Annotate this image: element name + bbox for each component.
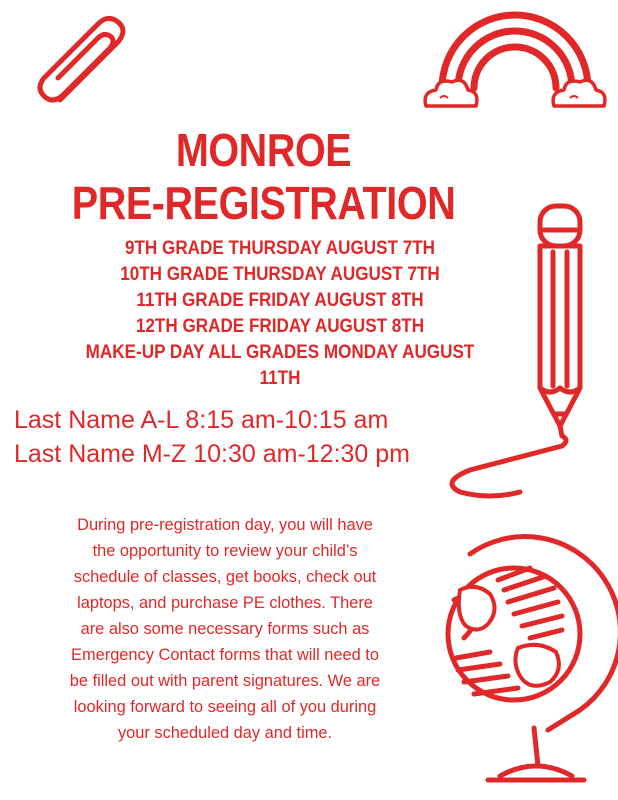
schedule-line: 11TH GRADE FRIDAY AUGUST 8TH: [136, 290, 424, 311]
globe-icon: [430, 530, 610, 800]
schedule-line: 11TH: [259, 368, 301, 389]
paragraph-line: your scheduled day and time.: [117, 724, 333, 742]
schedule-line: 9TH GRADE THURSDAY AUGUST 7TH: [124, 238, 436, 259]
grade-schedule: [73, 236, 487, 392]
time-slot-a-l: Last Name A-L 8:15 am-10:15 am: [14, 406, 389, 434]
paragraph-line: schedule of classes, get books, check out: [73, 568, 377, 586]
paragraph-line: During pre-registration day, you will have: [77, 516, 373, 534]
schedule-line: 10TH GRADE THURSDAY AUGUST 7TH: [120, 264, 440, 285]
paragraph-line: Emergency Contact forms that will need to: [71, 646, 379, 664]
schedule-line: 12TH GRADE FRIDAY AUGUST 8TH: [135, 316, 425, 337]
paragraph-line: laptops, and purchase PE clothes. There: [77, 594, 373, 612]
paragraph-line: looking forward to seeing all of you during: [73, 698, 377, 716]
page-title-line1: MONROE: [175, 124, 352, 176]
paragraph-line: be filled out with parent signatures. We are: [69, 672, 381, 690]
info-paragraph: [15, 512, 435, 746]
schedule-line: MAKE-UP DAY ALL GRADES MONDAY AUGUST: [85, 342, 475, 363]
page-title-line2: PRE-REGISTRATION: [71, 177, 456, 229]
rainbow-icon: [420, 10, 610, 120]
paragraph-line: are also some necessary forms such as: [80, 620, 370, 638]
paragraph-line: the opportunity to review your child’s: [92, 542, 358, 560]
paperclip-icon: [30, 10, 140, 120]
time-slot-m-z: Last Name M-Z 10:30 am-12:30 pm: [14, 440, 410, 468]
